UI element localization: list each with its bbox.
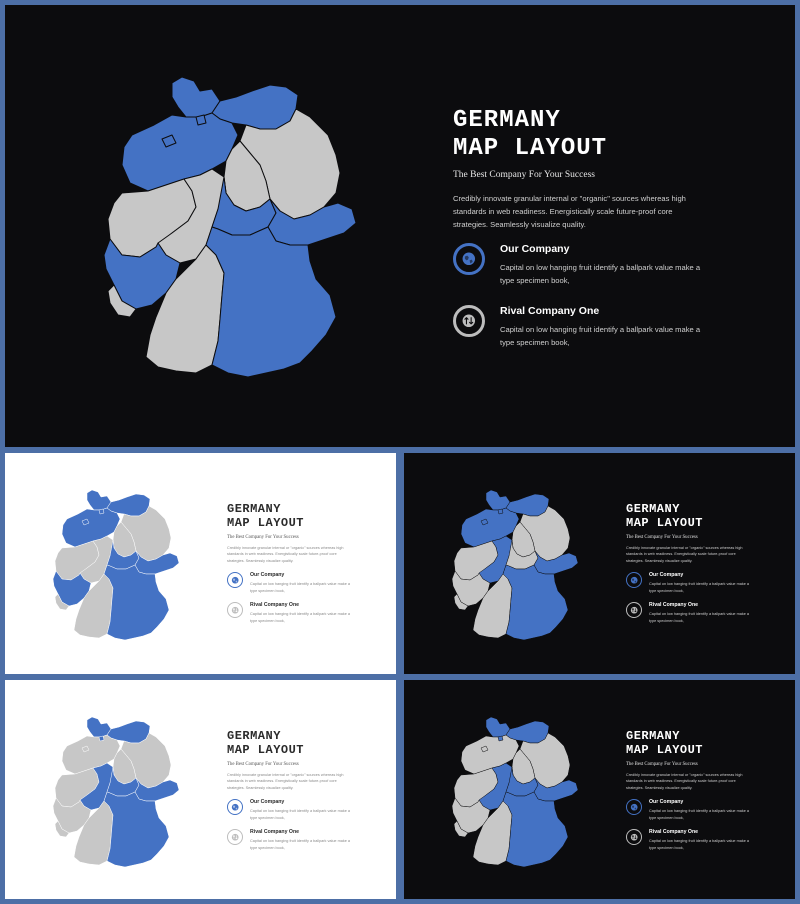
slide-description: Credibly innovate granular internal or "organic" sources whereas high standards in web readiness. Energistically scale future-proof core strategies. Seamlessly visualize quality.: [453, 194, 686, 230]
slide-description: Credibly innovate granular internal or "organic" sources whereas high standards in web readiness. Energistically scale future-proof core strategies. Seamlessly visualize quality.: [227, 772, 344, 790]
item-our-company: [453, 243, 713, 287]
map-container: [51, 715, 181, 871]
item-text: Capital on low hanging fruit identify a ballpark value make a type specimen book,: [500, 263, 701, 285]
globe-icon: [227, 799, 243, 815]
arrows-icon: [227, 829, 243, 845]
slide-title: GERMANY MAP LAYOUT: [626, 729, 704, 757]
thumbnail-slide-light-2[interactable]: [5, 680, 396, 899]
item-rival-company: [626, 602, 756, 624]
thumbnail-slide-light-1[interactable]: [5, 453, 396, 674]
item-rival-company: [227, 829, 357, 851]
germany-map: [51, 488, 181, 644]
text-block: [453, 107, 753, 231]
state-bavaria: [206, 227, 336, 377]
state-hamburg: [498, 736, 503, 741]
item-text: Capital on low hanging fruit identify a ballpark value make a type specimen book,: [250, 839, 351, 850]
globe-icon: [626, 799, 642, 815]
map-container: [100, 73, 360, 385]
slide-title: GERMANY MAP LAYOUT: [227, 729, 305, 757]
state-bavaria: [503, 565, 568, 640]
item-title: Rival Company One: [500, 305, 600, 317]
slide-title: GERMANY MAP LAYOUT: [453, 107, 608, 162]
item-rival-company: [626, 829, 756, 851]
state-hamburg: [498, 509, 503, 514]
slide-subtitle: The Best Company For Your Success: [227, 534, 299, 540]
item-rival-company: [453, 305, 713, 349]
item-our-company: [227, 572, 357, 594]
globe-icon: [227, 572, 243, 588]
thumbnail-slide-dark-2[interactable]: [404, 680, 795, 899]
item-title: Our Company: [649, 572, 684, 578]
state-bavaria: [104, 792, 169, 867]
text-block: [626, 503, 776, 564]
item-our-company: [227, 799, 357, 821]
state-hamburg: [99, 736, 104, 741]
slide-subtitle: The Best Company For Your Success: [626, 534, 698, 540]
item-our-company: [626, 799, 756, 821]
slide-subtitle: The Best Company For Your Success: [227, 761, 299, 767]
item-title: Rival Company One: [250, 602, 300, 608]
text-block: [227, 730, 377, 791]
arrows-icon: [626, 829, 642, 845]
item-title: Rival Company One: [649, 602, 699, 608]
slide-title: GERMANY MAP LAYOUT: [227, 502, 305, 530]
item-title: Rival Company One: [649, 829, 699, 835]
item-text: Capital on low hanging fruit identify a ballpark value make a type specimen book,: [250, 582, 351, 593]
item-title: Our Company: [500, 243, 570, 255]
state-bavaria: [104, 565, 169, 640]
item-text: Capital on low hanging fruit identify a ballpark value make a type specimen book,: [500, 325, 701, 347]
item-title: Our Company: [649, 799, 684, 805]
germany-map: [450, 715, 580, 871]
slide-description: Credibly innovate granular internal or "organic" sources whereas high standards in web readiness. Energistically scale future-proof core strategies. Seamlessly visualize quality.: [227, 545, 344, 563]
item-text: Capital on low hanging fruit identify a ballpark value make a type specimen book,: [649, 839, 750, 850]
map-container: [51, 488, 181, 644]
item-text: Capital on low hanging fruit identify a ballpark value make a type specimen book,: [250, 612, 351, 623]
item-title: Our Company: [250, 799, 285, 805]
map-container: [450, 715, 580, 871]
item-our-company: [626, 572, 756, 594]
item-rival-company: [227, 602, 357, 624]
item-text: Capital on low hanging fruit identify a ballpark value make a type specimen book,: [649, 582, 750, 593]
germany-map: [100, 73, 360, 385]
text-block: [227, 503, 377, 564]
item-text: Capital on low hanging fruit identify a ballpark value make a type specimen book,: [649, 809, 750, 820]
map-container: [450, 488, 580, 644]
item-title: Rival Company One: [250, 829, 300, 835]
arrows-icon: [227, 602, 243, 618]
slide-description: Credibly innovate granular internal or "organic" sources whereas high standards in web readiness. Energistically scale future-proof core strategies. Seamlessly visualize quality.: [626, 772, 743, 790]
item-text: Capital on low hanging fruit identify a ballpark value make a type specimen book,: [250, 809, 351, 820]
state-hamburg: [99, 509, 104, 514]
item-title: Our Company: [250, 572, 285, 578]
arrows-icon: [453, 305, 485, 337]
arrows-icon: [626, 602, 642, 618]
slide-subtitle: The Best Company For Your Success: [626, 761, 698, 767]
item-text: Capital on low hanging fruit identify a ballpark value make a type specimen book,: [649, 612, 750, 623]
globe-icon: [453, 243, 485, 275]
state-bavaria: [503, 792, 568, 867]
slide-subtitle: The Best Company For Your Success: [453, 170, 595, 181]
germany-map: [450, 488, 580, 644]
main-slide[interactable]: [5, 5, 795, 447]
slide-title: GERMANY MAP LAYOUT: [626, 502, 704, 530]
globe-icon: [626, 572, 642, 588]
slide-description: Credibly innovate granular internal or "organic" sources whereas high standards in web readiness. Energistically scale future-proof core strategies. Seamlessly visualize quality.: [626, 545, 743, 563]
state-hamburg: [196, 115, 206, 125]
germany-map: [51, 715, 181, 871]
thumbnail-slide-dark-1[interactable]: [404, 453, 795, 674]
text-block: [626, 730, 776, 791]
